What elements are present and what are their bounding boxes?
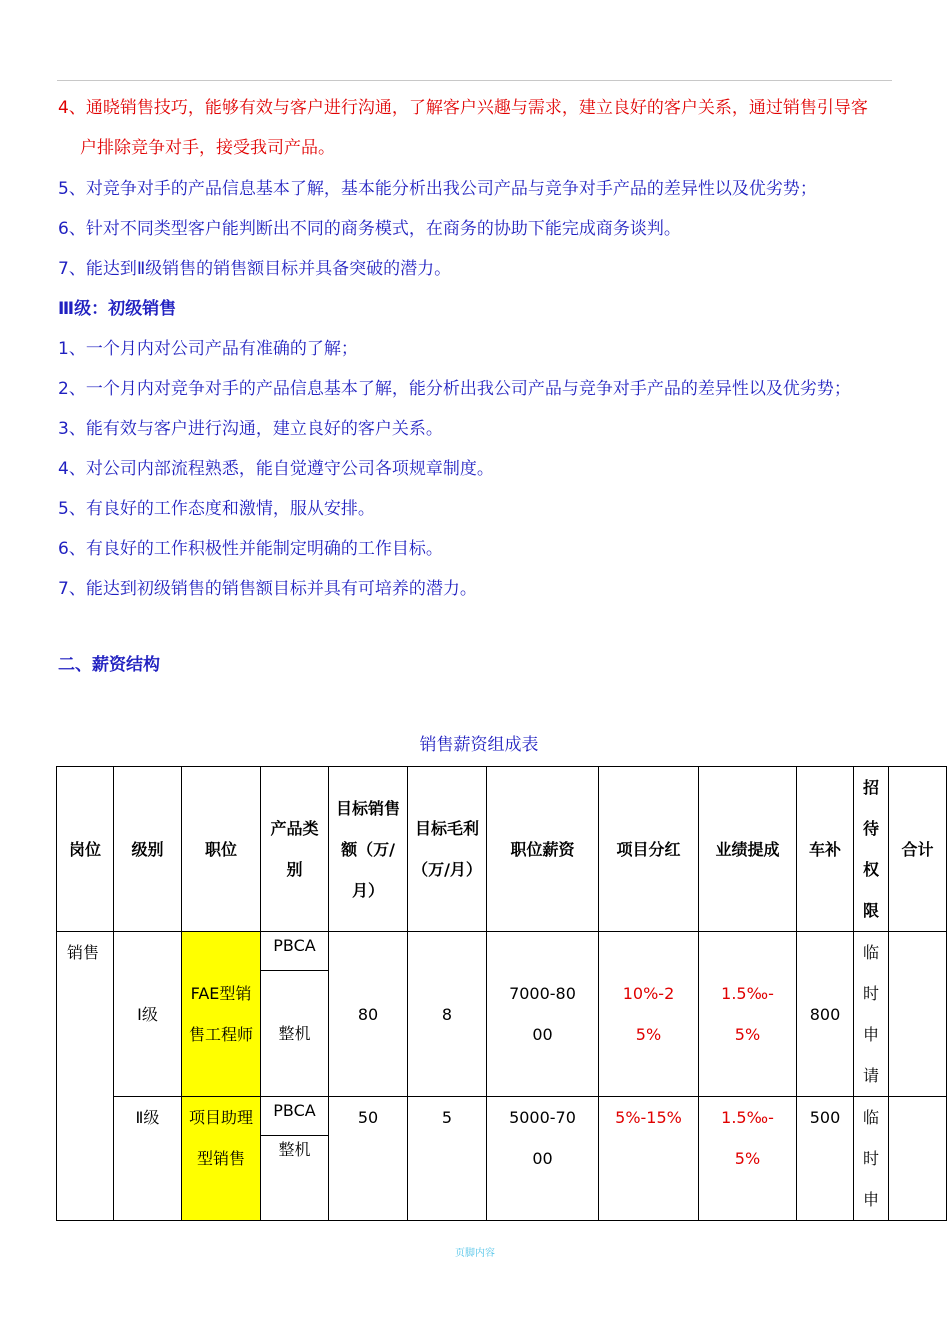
cell-target-margin: 5	[408, 1097, 487, 1221]
table-header-row	[57, 767, 947, 932]
text-line-3: 5、对竞争对手的产品信息基本了解，基本能分析出我公司产品与竞争对手产品的差异性以及优劣势；	[58, 179, 817, 199]
text-line-10: 4、对公司内部流程熟悉，能自觉遵守公司各项规章制度。	[58, 459, 494, 479]
cell-entertainment: 临时申	[854, 1097, 889, 1221]
cell-position-salary: 7000-8000	[487, 932, 599, 1097]
cell-commission: 1.5‰-5%	[699, 932, 797, 1097]
cell-position: FAE型销售工程师	[182, 932, 261, 1097]
header-position-salary: 职位薪资	[487, 767, 599, 932]
cell-level: Ⅰ级	[114, 932, 182, 1097]
header-post: 岗位	[57, 767, 114, 932]
table-row	[57, 1097, 947, 1136]
cell-car-allowance: 500	[797, 1097, 854, 1221]
header-position: 职位	[182, 767, 261, 932]
header-commission: 业绩提成	[699, 767, 797, 932]
header-level: 级别	[114, 767, 182, 932]
header-entertainment: 招待权限	[854, 767, 889, 932]
text-line-4: 6、针对不同类型客户能判断出不同的商务模式，在商务的协助下能完成商务谈判。	[58, 219, 681, 239]
text-line-8: 2、一个月内对竞争对手的产品信息基本了解，能分析出我公司产品与竞争对手产品的差异性以及优劣势；	[58, 379, 851, 399]
text-line-9: 3、能有效与客户进行沟通，建立良好的客户关系。	[58, 419, 443, 439]
text-line-7: 1、一个月内对公司产品有准确的了解；	[58, 339, 358, 359]
cell-product-a: PBCA	[261, 1097, 329, 1136]
header-total: 合计	[889, 767, 947, 932]
cell-product-a: PBCA	[261, 932, 329, 971]
cell-car-allowance: 800	[797, 932, 854, 1097]
header-rule	[57, 80, 892, 81]
salary-table	[56, 766, 947, 1221]
text-line-5: 7、能达到Ⅱ级销售的销售额目标并具备突破的潜力。	[58, 259, 452, 279]
text-line-1: 4、通晓销售技巧，能够有效与客户进行沟通，了解客户兴趣与需求，建立良好的客户关系，通过销售引导客	[58, 98, 868, 118]
cell-product-b: 整机	[261, 970, 329, 1096]
text-line-12: 6、有良好的工作积极性并能制定明确的工作目标。	[58, 539, 443, 559]
page-footer: 页脚内容	[455, 1248, 495, 1259]
cell-project-bonus: 10%-25%	[599, 932, 699, 1097]
header-target-margin: 目标毛利（万/月）	[408, 767, 487, 932]
cell-total	[889, 1097, 947, 1221]
cell-target-sales: 80	[329, 932, 408, 1097]
header-product-type: 产品类别	[261, 767, 329, 932]
level-3-heading: Ⅲ级：初级销售	[58, 299, 177, 319]
header-target-sales: 目标销售额（万/月）	[329, 767, 408, 932]
cell-product-b: 整机	[261, 1135, 329, 1220]
cell-total	[889, 932, 947, 1097]
header-project-bonus: 项目分红	[599, 767, 699, 932]
table-row	[57, 932, 947, 971]
cell-entertainment: 临时申请	[854, 932, 889, 1097]
cell-project-bonus: 5%-15%	[599, 1097, 699, 1221]
cell-commission: 1.5‰-5%	[699, 1097, 797, 1221]
cell-position-salary: 5000-7000	[487, 1097, 599, 1221]
cell-target-sales: 50	[329, 1097, 408, 1221]
text-line-11: 5、有良好的工作态度和激情，服从安排。	[58, 499, 375, 519]
table-caption: 销售薪资组成表	[419, 735, 539, 755]
cell-level: Ⅱ级	[114, 1097, 182, 1221]
cell-position: 项目助理型销售	[182, 1097, 261, 1221]
section-title: 二、薪资结构	[58, 655, 160, 675]
cell-target-margin: 8	[408, 932, 487, 1097]
header-car-allowance: 车补	[797, 767, 854, 932]
text-line-13: 7、能达到初级销售的销售额目标并具有可培养的潜力。	[58, 579, 477, 599]
text-line-2: 户排除竞争对手，接受我司产品。	[80, 138, 335, 158]
cell-post: 销售	[57, 932, 114, 1221]
